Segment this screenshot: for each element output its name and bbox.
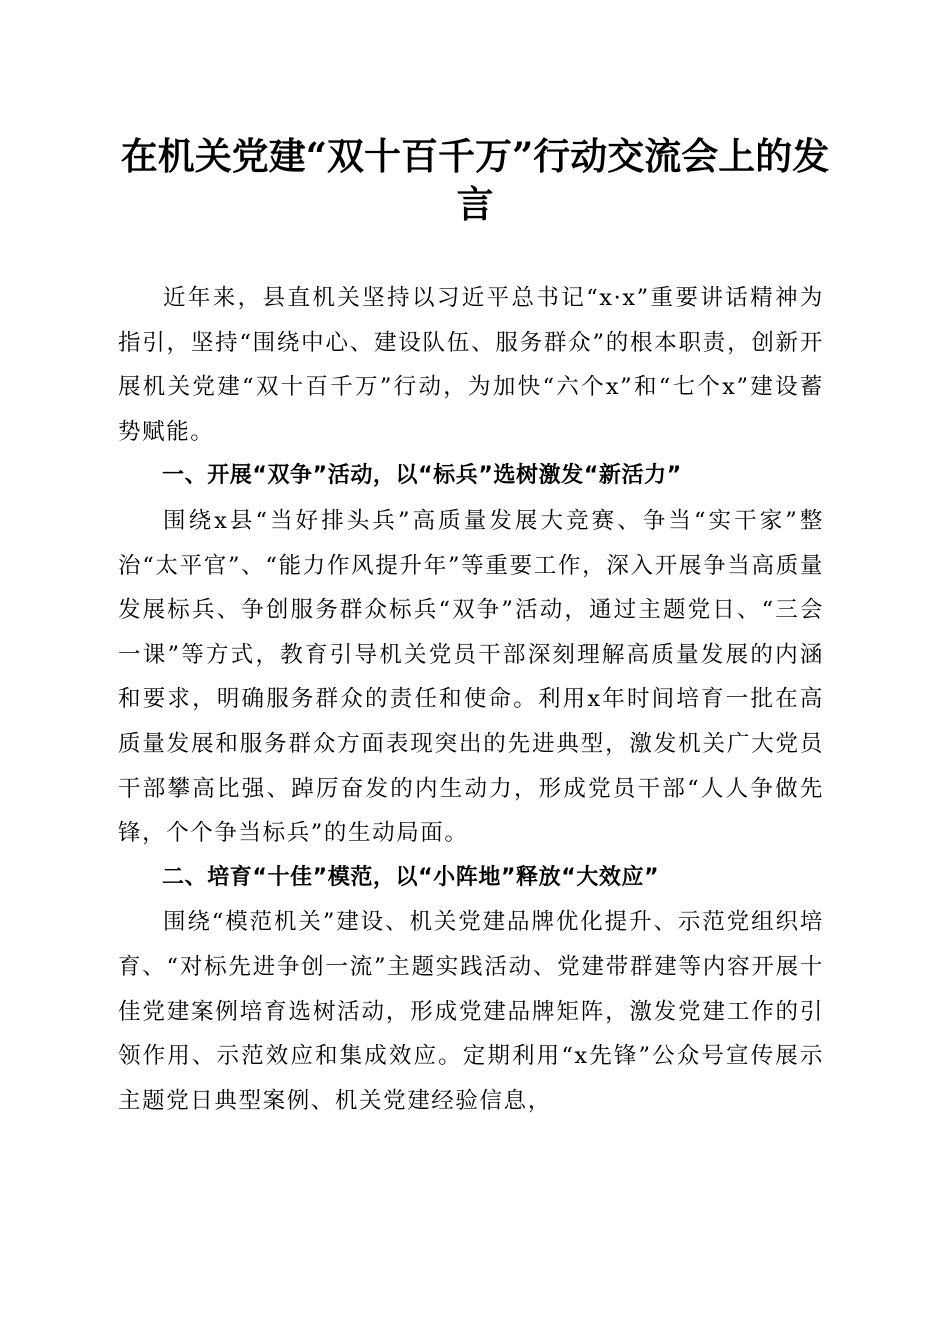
intro-paragraph: 近年来，县直机关坚持以习近平总书记“x·x”重要讲话精神为指引，坚持“围绕中心、建设队伍、服务群众”的根本职责，创新开展机关党建“双十百千万”行动，为加快“六个x”和“七个x”建设蓄势赋能。: [118, 285, 824, 445]
section-1-paragraph: 围绕x县“当好排头兵”高质量发展大竞赛、争当“实干家”整治“太平官”、“能力作风提升年”等重要工作，深入开展争当高质量发展标兵、争创服务群众标兵“双争”活动，通过主题党日、“三会一课”等方式，教育引导机关党员干部深刻理解高质量发展的内涵和要求，明确服务群众的责任和使命。利用x年时间培育一批在高质量发展和服务群众方面表现突出的先进典型，激发机关广大党员干部攀高比强、踔厉奋发的内生动力，形成党员干部“人人争做先锋，个个争当标兵”的生动局面。: [118, 507, 824, 847]
section-2-paragraph: 围绕“模范机关”建设、机关党建品牌优化提升、示范党组织培育、“对标先进争创一流”主题实践活动、党建带群建等内容开展十佳党建案例培育选树活动，形成党建品牌矩阵，激发党建工作的引领作用、示范效应和集成效应。定期利用“x先锋”公众号宣传展示主题党日典型案例、机关党建经验信息，: [118, 909, 824, 1114]
section-heading-1: 一、开展“双争”活动，以“标兵”选树激发“新活力”: [162, 463, 682, 489]
document-title: 在机关党建“双十百千万”行动交流会上的发言: [120, 134, 830, 226]
section-heading-2: 二、培育“十佳”模范，以“小阵地”释放“大效应”: [162, 864, 660, 890]
document-body: [118, 276, 824, 1123]
